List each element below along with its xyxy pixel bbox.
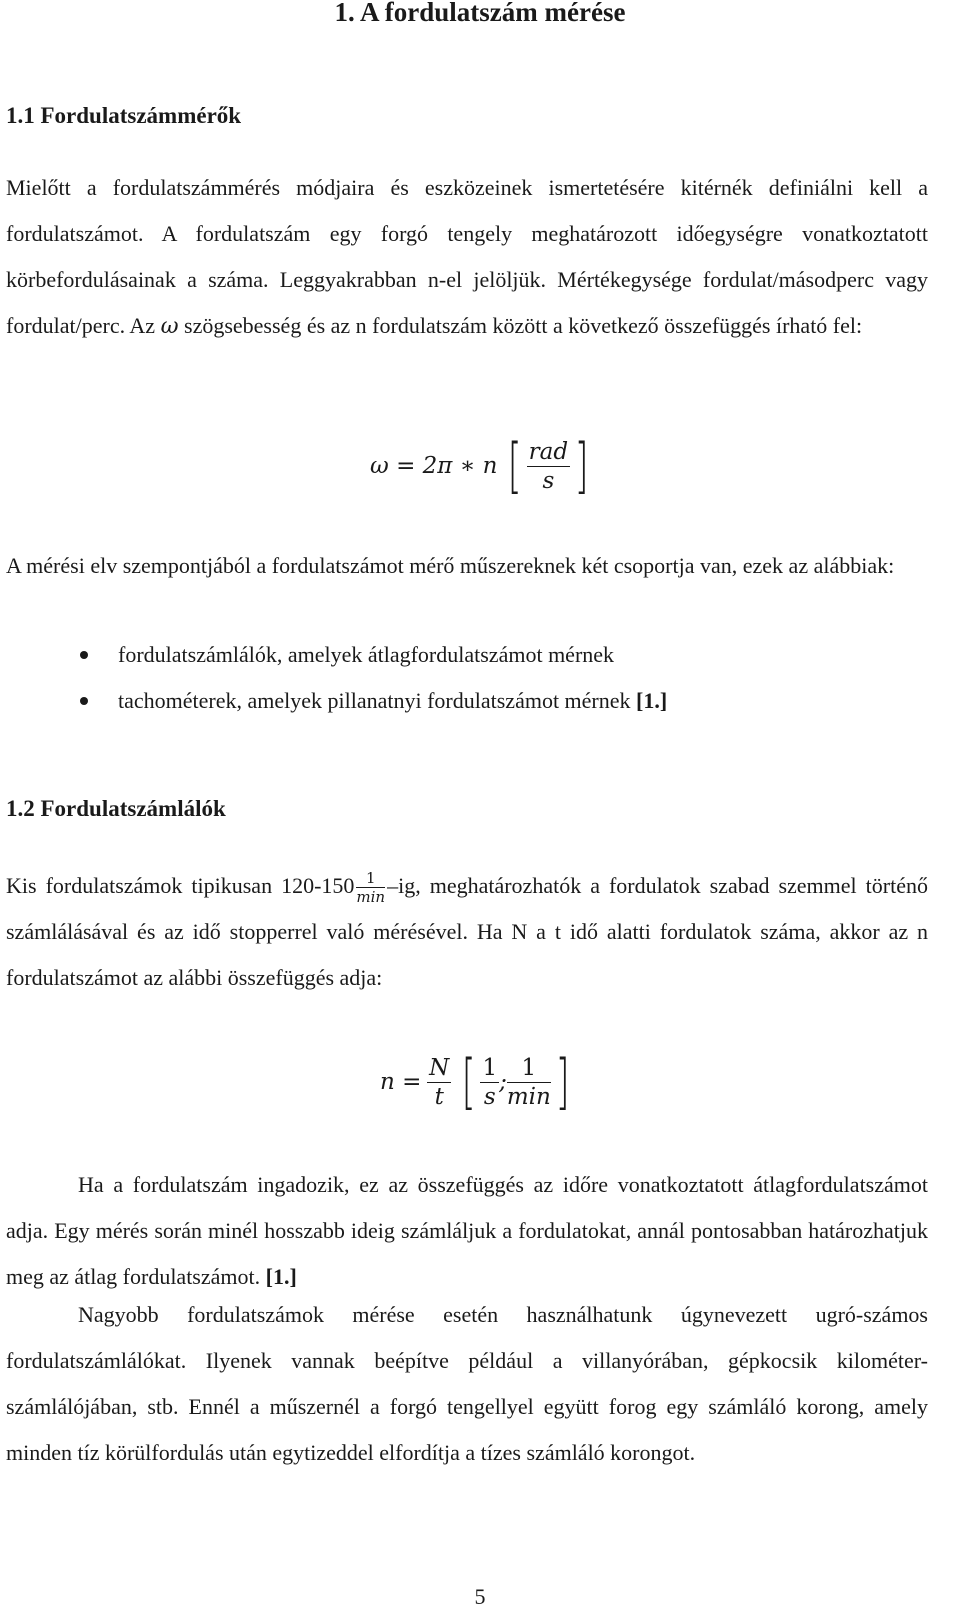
right-bracket: ] (555, 1047, 570, 1117)
equation2-numerator: N (429, 1054, 450, 1081)
unit-per-minute (507, 1054, 551, 1111)
section2-paragraph-2 (6, 1162, 928, 1300)
list-item (118, 640, 614, 670)
list-item-text: tachométerek, amelyek pillanatnyi fordulatszámot mérnek (118, 688, 637, 713)
section2-paragraph-3-text: Nagyobb fordulatszámok mérése esetén használhatunk úgynevezett ugró-számos fordulatszámlálókat. Ilyenek vannak beépítve például a villanyórában, gépkocsik kilométer-számlálójában, stb. Ennél a műszernél a forgó tengellyel együtt forog egy számláló korong, amely minden tíz körülfordulás után egytizeddel elfordítja a tízes számláló korongot. (6, 1302, 928, 1465)
fraction-denominator: min (356, 888, 386, 907)
unit2-denominator: min (506, 1083, 551, 1110)
section1-paragraph-1-text-end: szögsebesség és az n fordulatszám között a következő összefüggés írható fel: (178, 313, 863, 338)
section1-paragraph-1 (6, 165, 928, 350)
unit1-numerator: 1 (482, 1054, 498, 1081)
unit2-numerator: 1 (507, 1054, 551, 1083)
right-bracket: ] (574, 431, 589, 501)
equation1-unit (527, 438, 570, 495)
section2-paragraph-1 (6, 863, 928, 1001)
equation1-unit-numerator: rad (528, 438, 569, 465)
equation1-lhs: ω = 2π ∗ n (370, 453, 498, 479)
page-title: 1. A fordulatszám mérése (334, 0, 626, 27)
per-minute-fraction (356, 869, 385, 906)
section1-paragraph-1-text: Mielőtt a fordulatszámmérés módjaira és eszközeinek ismertetésére kitérnék definiálni kell a fordulatszámot. A fordulatszám egy forgó tengely meghatározott időegységre vonatkoztatott körbefordulásainak a száma. Leggyakrabban n-el jelöljük. Mértékegysége fordulat/másodperc vagy fordulat/perc. Az (6, 175, 928, 338)
equation2-denominator: t (434, 1083, 444, 1110)
equation-angular-velocity (370, 431, 594, 501)
unit1-denominator: s (483, 1083, 496, 1110)
page-number: 5 (474, 1584, 486, 1609)
section2-paragraph-1-rest: –ig, meghatározhatók a fordulatok szabad szemmel történő számlálásával és az idő stopperrel való mérésével. Ha N a t idő alatti fordulatok száma, akkor az n fordulatszámot az alábbi összefüggés adja: (6, 873, 928, 990)
list-item (118, 686, 667, 716)
equation-revolution-speed (380, 1047, 574, 1117)
section2-paragraph-3 (6, 1292, 928, 1476)
equation1-unit-denominator: s (542, 467, 555, 494)
left-bracket: [ (507, 431, 522, 501)
unit-separator: ; (499, 1069, 507, 1095)
section-heading-1-2: 1.2 Fordulatszámlálók (6, 796, 226, 821)
unit-per-second (480, 1054, 499, 1111)
section2-paragraph-1-start: Kis fordulatszámok tipikusan 120-150 (6, 873, 355, 898)
reference-citation: [1.] (636, 688, 668, 713)
reference-citation: [1.] (265, 1264, 297, 1289)
fraction-numerator: 1 (356, 869, 385, 888)
omega-symbol: ω (160, 314, 179, 339)
left-bracket: [ (461, 1047, 476, 1117)
equation2-lhs: n = (380, 1069, 422, 1095)
bullet-icon (80, 651, 88, 659)
section1-paragraph-2: A mérési elv szempontjából a fordulatszámot mérő műszereknek két csoportja van, ezek az alábbiak: (6, 553, 895, 578)
equation2-fraction (427, 1054, 451, 1111)
bullet-icon (80, 697, 88, 705)
list-item-text: fordulatszámlálók, amelyek átlagfordulatszámot mérnek (118, 642, 615, 667)
section2-paragraph-2-text: Ha a fordulatszám ingadozik, ez az összefüggés az időre vonatkoztatott átlagfordulatszámot adja. Egy mérés során minél hosszabb ideig számláljuk a fordulatokat, annál pontosabban határozhatjuk meg az átlag fordulatszámot. (6, 1172, 928, 1289)
section-heading-1-1: 1.1 Fordulatszámmérők (6, 103, 242, 128)
